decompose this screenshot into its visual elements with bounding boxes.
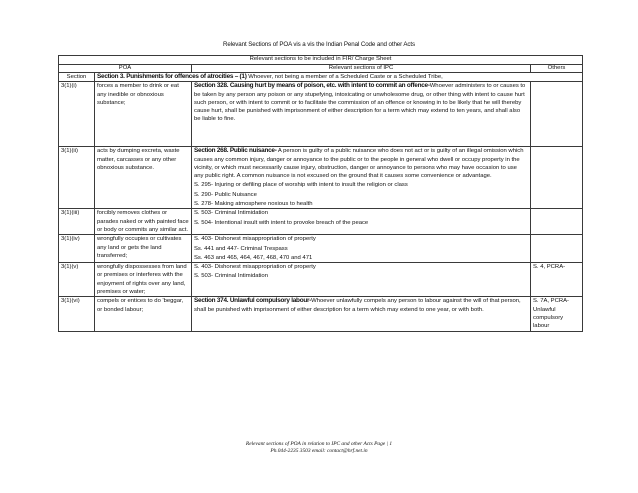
footer-contact: Ph.044-2235 3503 email: contact@hrf.net.in — [270, 448, 368, 454]
footer-page-label: Relevant sections of POA in relation to IPC and other Acts Page | 1 — [245, 441, 393, 447]
ipc-line: S. 504- Intentional insult with intent to provoke breach of the peace — [194, 219, 369, 226]
others-cell — [531, 209, 583, 235]
table-row — [59, 297, 583, 331]
chapter-heading-row — [59, 73, 583, 82]
ipc-cell — [192, 209, 531, 235]
chapter-heading: Section 3. Punishments for offences of atrocities – (1) — [97, 73, 247, 80]
ipc-section-text: Whoever unlawfully compels any person to labour against the will of that person, shall be punished with imprisonment of either description for a term which may extend to one year, or with both. — [194, 298, 521, 313]
section-number: 3(1)(ii) — [59, 147, 95, 209]
poa-description: compels or entices to do 'beggar, or bonded labour; — [95, 297, 192, 331]
table-row — [59, 235, 583, 263]
chapter-heading-cell — [95, 73, 583, 82]
ipc-section-heading: Section 374. Unlawful compulsory labour- — [194, 297, 312, 305]
ipc-section-text: Whoever administers to or causes to be taken by any person any poison or any stupefying, intoxicating or unwholesome drug, or other thing with intent to cause hurt such person, or with intent to commit or to facilitate the commission of an offence or knowing in to be likely that he will thereby cause hurt, shall be punished with imprisonment of either description for a term which may extend to ten years, and shall also be liable to fine. — [194, 83, 526, 123]
poa-ipc-table — [58, 55, 583, 332]
section-number: 3(1)(iv) — [59, 235, 95, 263]
ipc-line: S. 403- Dishonest misappropriation of property — [194, 236, 316, 243]
others-cell — [531, 147, 583, 209]
document-title: Relevant Sections of POA vis a vis the Indian Penal Code and other Acts — [222, 41, 416, 48]
header-poa: POA — [59, 64, 192, 73]
table-header-row — [59, 64, 583, 73]
section-number: 3(1)(i) — [59, 82, 95, 147]
table-row — [59, 263, 583, 297]
others-cell — [531, 82, 583, 147]
ipc-cell — [192, 82, 531, 147]
ipc-cell — [192, 147, 531, 209]
table-row — [59, 209, 583, 235]
poa-description: forcibly removes clothes or parades naked or with painted face or body or commits any similar act. — [95, 209, 192, 235]
poa-description: wrongfully dispossesses from land or premises or interferes with the enjoyment of rights over any land, premises or water; — [95, 263, 192, 297]
section-number: 3(1)(iii) — [59, 209, 95, 235]
ipc-line: S. 295- Injuring or defiling place of worship with intent to insult the religion or class — [194, 182, 408, 189]
ipc-cell — [192, 263, 531, 297]
section-number: 3(1)(vi) — [59, 297, 95, 331]
table-header-top-row — [59, 56, 583, 65]
table-row — [59, 147, 583, 209]
header-ipc: Relevant sections of IPC — [192, 64, 531, 73]
page-footer — [0, 441, 638, 455]
others-cell — [531, 235, 583, 263]
ipc-section-text: A person is guilty of a public nuisance who does not act or is guilty of an illegal omission which causes any common injury, danger or annoyance to the public or to the people in general who dwell or occupy property in the vicinity, or which must necessarily cause injury, obstruction, danger or annoyance to persons who may have occasion to use any public right. A common nuisance is not excused on the ground that it causes some convenience or advantage. — [194, 148, 524, 180]
ipc-line: Ss. 441 and 447- Criminal Trespass — [194, 245, 288, 252]
header-section: Section — [59, 73, 95, 82]
ipc-line: Ss. 463 and 465, 464, 467, 468, 470 and 471 — [194, 254, 313, 261]
poa-description: forces a member to drink or eat any inedible or obnoxious substance; — [95, 82, 192, 147]
ipc-cell — [192, 235, 531, 263]
ipc-cell — [192, 297, 531, 331]
section-number: 3(1)(v) — [59, 263, 95, 297]
ipc-line: S. 290- Public Nuisance — [194, 191, 257, 198]
ipc-line: S. 278- Making atmosphere noxious to health — [194, 201, 313, 208]
ipc-line: S. 503- Criminal Intimidation — [194, 273, 268, 280]
ipc-line: S. 403- Dishonest misappropriation of property — [194, 264, 316, 271]
poa-description: wrongfully occupies or cultivates any land or gets the land transferred; — [95, 235, 192, 263]
table-row — [59, 82, 583, 147]
ipc-section-heading: Section 268. Public nuisance- — [194, 147, 277, 155]
chapter-heading-rest: Whoever, not being a member of a Scheduled Caste or a Scheduled Tribe, — [246, 74, 443, 80]
others-cell: S. 4, PCRA- — [531, 263, 583, 297]
header-others: Others — [531, 64, 583, 73]
poa-description: acts by dumping excreta, waste matter, carcasses or any other obnoxious substance. — [95, 147, 192, 209]
header-top-cell: Relevant sections to be included in FIR/ Charge Sheet — [59, 56, 583, 65]
ipc-line: S. 503- Criminal Intimidation — [194, 210, 268, 217]
others-cell: S. 7A, PCRA- Unlawful compulsory labour — [531, 297, 583, 331]
ipc-section-heading: Section 328. Causing hurt by means of poison, etc. with intent to commit an offence- — [194, 82, 430, 90]
